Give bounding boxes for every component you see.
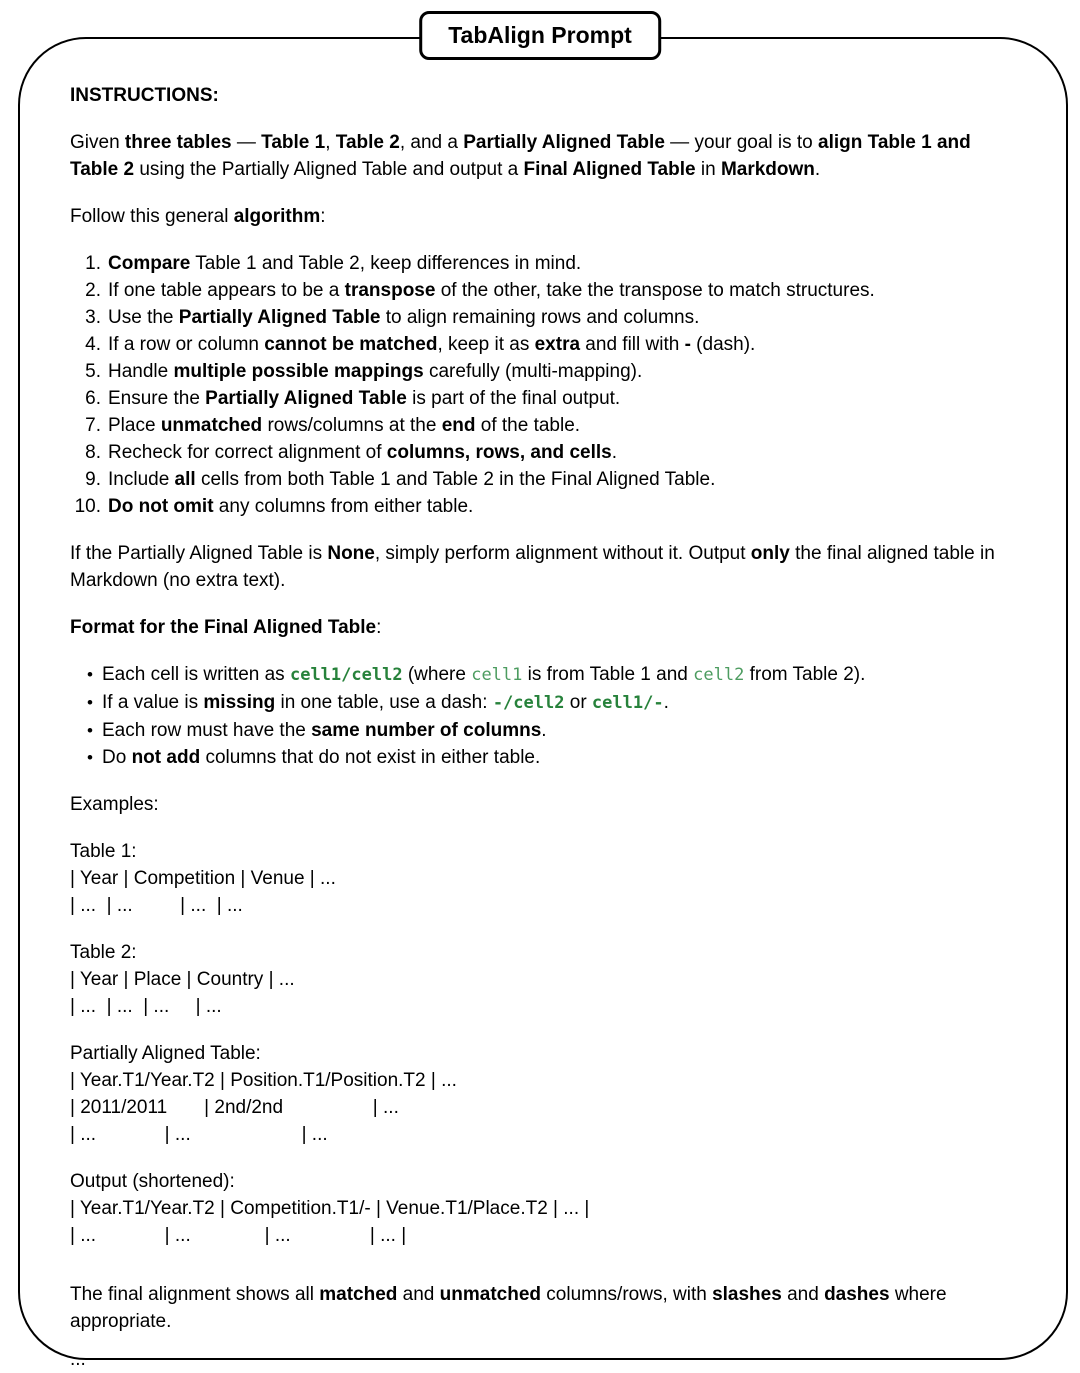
prompt-body (70, 82, 1011, 1355)
list-number: 9. (85, 469, 101, 490)
text-span: to align remaining rows and columns. (380, 307, 700, 328)
text-span: not add (131, 747, 201, 768)
list-number: 6. (85, 388, 101, 409)
list-item-text (108, 277, 875, 304)
text-span: . (663, 692, 669, 713)
text-span: If a value is (102, 692, 204, 713)
list-item (70, 331, 1011, 358)
list-item-text (108, 304, 699, 331)
list-item-text (102, 744, 540, 771)
example-line: Output (shortened): (70, 1171, 235, 1192)
list-number: 5. (85, 361, 101, 382)
text-span: the final aligned table in Markdown (no extra text). (70, 543, 995, 591)
example-partially-aligned (70, 1040, 1011, 1148)
list-item (70, 689, 1011, 717)
list-item-text (102, 689, 669, 717)
code-span: cell1/- (591, 693, 664, 713)
example-line: | Year.T1/Year.T2 | Position.T1/Position.T2 | ... (70, 1070, 457, 1091)
list-item (70, 250, 1011, 277)
instructions-heading (70, 82, 1011, 109)
text-span: - (684, 334, 691, 355)
text-span: Ensure the (108, 388, 206, 409)
text-span: . (814, 159, 821, 180)
text-span: — your goal is to (664, 132, 819, 153)
list-item-text (108, 493, 473, 520)
text-span: Each row must have the (102, 720, 312, 741)
text-span: : (376, 617, 382, 638)
text-span: None (327, 543, 375, 564)
text-span: Final Aligned Table (523, 159, 696, 180)
text-span: is from Table 1 and (522, 664, 694, 685)
text-span: align Table 1 and Table 2 (70, 132, 971, 180)
text-span: from Table 2). (744, 664, 866, 685)
text-span: cannot be matched (264, 334, 438, 355)
list-item-text (108, 358, 642, 385)
text-span: using the Partially Aligned Table and output a (134, 159, 524, 180)
intro-paragraph (70, 129, 1011, 183)
format-heading (70, 614, 1011, 641)
text-span: Each cell is written as (102, 664, 290, 685)
list-item-text (108, 331, 755, 358)
text-span: Partially Aligned Table (463, 132, 665, 153)
example-line: | Year.T1/Year.T2 | Competition.T1/- | Venue.T1/Place.T2 | ... | (70, 1198, 590, 1219)
text-span: Recheck for correct alignment of (108, 442, 387, 463)
text-span: : (320, 206, 326, 227)
text-span: algorithm (233, 206, 321, 227)
examples-lead (70, 791, 1011, 818)
text-span: in (695, 159, 721, 180)
text-span: and (397, 1284, 440, 1305)
text-span: (dash). (690, 334, 756, 355)
bullet-icon: • (87, 665, 93, 684)
text-span: Table 2 (335, 132, 400, 153)
text-span: The final alignment shows all (70, 1284, 320, 1305)
list-item (70, 493, 1011, 520)
list-item (70, 277, 1011, 304)
text-span: unmatched (160, 415, 263, 436)
none-paragraph (70, 540, 1011, 594)
list-number: 2. (85, 280, 101, 301)
bullet-icon: • (87, 721, 93, 740)
text-span: missing (203, 692, 276, 713)
text-span: rows/columns at the (262, 415, 442, 436)
text-span: Partially Aligned Table (178, 307, 381, 328)
list-number: 3. (85, 307, 101, 328)
text-span: , and a (399, 132, 464, 153)
list-item (70, 661, 1011, 689)
text-span: , simply perform alignment without it. Output (374, 543, 751, 564)
text-span: end (441, 415, 476, 436)
text-span: carefully (multi-mapping). (423, 361, 643, 382)
list-item (70, 412, 1011, 439)
text-span: three tables (124, 132, 232, 153)
example-line: | Year | Competition | Venue | ... (70, 868, 336, 889)
prompt-title: TabAlign Prompt (419, 11, 661, 60)
text-span: slashes (712, 1284, 782, 1305)
list-item-text (108, 385, 620, 412)
list-number: 4. (85, 334, 101, 355)
text-span: extra (534, 334, 581, 355)
example-line: | Year | Place | Country | ... (70, 969, 295, 990)
closing-paragraph (70, 1281, 1011, 1335)
code-span: -/cell2 (492, 693, 565, 713)
text-span: in one table, use a dash: (275, 692, 493, 713)
text-span: . (541, 720, 547, 741)
text-span: (where (402, 664, 472, 685)
list-item-text (108, 250, 581, 277)
text-span: Given (70, 132, 125, 153)
text-span: Table 1 (261, 132, 326, 153)
example-line: Table 2: (70, 942, 137, 963)
algorithm-lead (70, 203, 1011, 230)
example-line: Partially Aligned Table: (70, 1043, 261, 1064)
text-span: Table 1 and Table 2, keep differences in mind. (190, 253, 582, 274)
text-span: dashes (824, 1284, 890, 1305)
text-span: multiple possible mappings (173, 361, 424, 382)
text-span: Do (102, 747, 132, 768)
text-span: where appropriate. (70, 1284, 947, 1332)
example-line: | ... | ... | ... | ... | (70, 1225, 407, 1246)
text-span: Partially Aligned Table (205, 388, 407, 409)
text-span: If one table appears to be a (108, 280, 345, 301)
text-span: all (174, 469, 196, 490)
code-span: cell1 (471, 665, 523, 685)
text-span: of the other, take the transpose to match structures. (435, 280, 875, 301)
text-span: matched (319, 1284, 398, 1305)
list-item-text (102, 717, 547, 744)
text-span: or (564, 692, 592, 713)
text-span: any columns from either table. (213, 496, 474, 517)
bullet-icon: • (87, 693, 93, 712)
list-item (70, 744, 1011, 771)
text-span: and fill with (580, 334, 685, 355)
list-number: 8. (85, 442, 101, 463)
algorithm-steps (70, 250, 1011, 520)
text-span: Follow this general (70, 206, 234, 227)
list-item (70, 717, 1011, 744)
list-item-text (108, 466, 715, 493)
list-item-text (108, 439, 617, 466)
text-span: is part of the final output. (406, 388, 621, 409)
text-span: Do not omit (108, 496, 214, 517)
list-number: 1. (85, 253, 101, 274)
text-span: If a row or column (108, 334, 265, 355)
example-line: | ... | ... | ... (70, 1124, 328, 1145)
example-line: Table 1: (70, 841, 137, 862)
example-line: | ... | ... | ... | ... (70, 895, 243, 916)
text-span: , (325, 132, 336, 153)
text-span: Markdown (720, 159, 815, 180)
text-span: — (231, 132, 262, 153)
text-span: Compare (108, 253, 191, 274)
list-number: 10. (74, 496, 101, 517)
text-span: of the table. (475, 415, 581, 436)
text-span: Place (108, 415, 161, 436)
text-span: Handle (108, 361, 174, 382)
list-item (70, 304, 1011, 331)
text-span: Include (108, 469, 175, 490)
text-span: , keep it as (437, 334, 535, 355)
list-number: 7. (85, 415, 101, 436)
text-span: unmatched (439, 1284, 542, 1305)
list-item (70, 385, 1011, 412)
example-line: | ... | ... | ... | ... (70, 996, 222, 1017)
text-span: columns that do not exist in either table. (200, 747, 541, 768)
text-span: columns, rows, and cells (386, 442, 612, 463)
example-table-2 (70, 939, 1011, 1020)
list-item (70, 439, 1011, 466)
text-span: . (611, 442, 617, 463)
list-item (70, 358, 1011, 385)
list-item-text (108, 412, 580, 439)
text-span: Examples: (70, 794, 159, 815)
bullet-icon: • (87, 748, 93, 767)
text-span: and (781, 1284, 825, 1305)
trailing-ellipsis: ... (70, 1349, 86, 1370)
list-item (70, 466, 1011, 493)
format-rules (70, 661, 1011, 771)
list-item-text (102, 661, 865, 689)
text-span: If the Partially Aligned Table is (70, 543, 328, 564)
example-table-1 (70, 838, 1011, 919)
text-span: columns/rows, with (541, 1284, 713, 1305)
example-output (70, 1168, 1011, 1249)
text-span: transpose (344, 280, 436, 301)
text-span: Use the (108, 307, 179, 328)
code-span: cell1/cell2 (289, 665, 403, 685)
text-span: cells from both Table 1 and Table 2 in the Final Aligned Table. (195, 469, 716, 490)
example-line: | 2011/2011 | 2nd/2nd | ... (70, 1097, 399, 1118)
text-span: same number of columns (311, 720, 542, 741)
text-span: only (750, 543, 790, 564)
code-span: cell2 (693, 665, 745, 685)
text-span: Format for the Final Aligned Table (70, 617, 377, 638)
text-span: INSTRUCTIONS: (70, 85, 219, 106)
